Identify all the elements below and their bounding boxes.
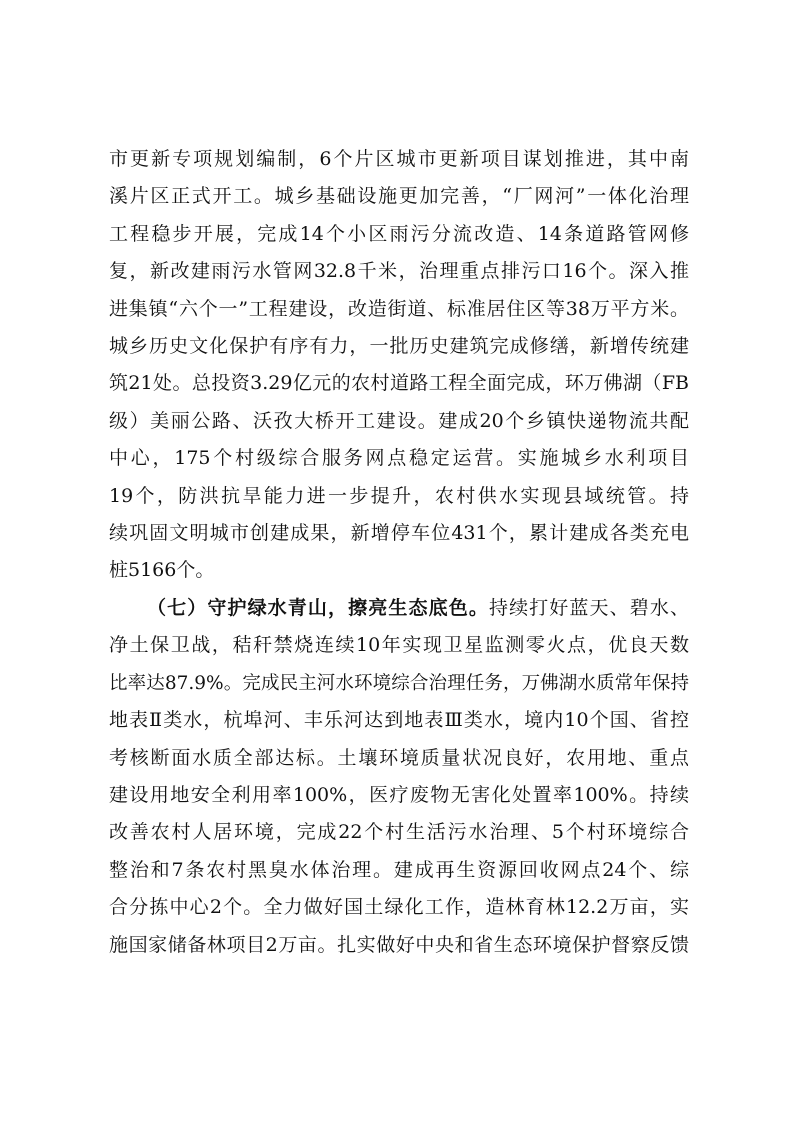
text-line: 进集镇“六个一”工程建设，改造街道、标准居住区等38万平方米。 bbox=[109, 297, 689, 320]
text-line: 比率达87.9%。完成民主河水环境综合治理任务，万佛湖水质常年保持 bbox=[109, 672, 689, 694]
section-heading-line bbox=[109, 590, 689, 627]
section-heading: （七）守护绿水青山，擦亮生态底色。 bbox=[147, 597, 489, 619]
text-line: 城乡历史文化保护有序有力，一批历史建筑完成修缮，新增传统建 bbox=[109, 334, 689, 357]
text-line: 级）美丽公路、沃孜大桥开工建设。建成20个乡镇快递物流共配 bbox=[109, 409, 689, 432]
text-line: 整治和7条农村黑臭水体治理。建成再生资源回收网点24个、综 bbox=[109, 858, 689, 881]
text-line: 溪片区正式开工。城乡基础设施更加完善，“厂网河”一体化治理 bbox=[109, 185, 689, 208]
text-line: 建设用地安全利用率100%，医疗废物无害化处置率100%。持续 bbox=[109, 783, 689, 806]
text-line: 市更新专项规划编制，6个片区城市更新项目谋划推进，其中南 bbox=[109, 148, 689, 170]
paragraph-ecology bbox=[109, 590, 689, 964]
text-line: 中心，175个村级综合服务网点稳定运营。实施城乡水利项目 bbox=[109, 447, 689, 470]
text-line: 考核断面水质全部达标。土壤环境质量状况良好，农用地、重点 bbox=[109, 746, 689, 769]
text-line: 筑21处。总投资3.29亿元的农村道路工程全面完成，环万佛湖（FB bbox=[109, 372, 689, 395]
text-line: 复，新改建雨污水管网32.8千米，治理重点排污口16个。深入推 bbox=[109, 260, 689, 283]
text-line: 19个，防洪抗旱能力进一步提升，农村供水实现县域统管。持 bbox=[109, 484, 689, 507]
text-line: 施国家储备林项目2万亩。扎实做好中央和省生态环境保护督察反馈 bbox=[109, 933, 689, 956]
text-line: 合分拣中心2个。全力做好国土绿化工作，造林育林12.2万亩，实 bbox=[109, 896, 689, 919]
paragraph-urban-renewal bbox=[109, 141, 689, 590]
text-line: 净土保卫战，秸秆禁烧连续10年实现卫星监测零火点，优良天数 bbox=[109, 634, 689, 657]
text-line: 续巩固文明城市创建成果，新增停车位431个，累计建成各类充电 bbox=[109, 521, 689, 544]
text-line: 改善农村人居环境，完成22个村生活污水治理、5个村环境综合 bbox=[109, 821, 689, 844]
text-fragment: 持续打好蓝天、碧水、 bbox=[488, 597, 689, 619]
text-line: 工程稳步开展，完成14个小区雨污分流改造、14条道路管网修 bbox=[109, 222, 689, 245]
text-line: 地表Ⅱ类水，杭埠河、丰乐河达到地表Ⅲ类水，境内10个国、省控 bbox=[109, 709, 689, 732]
text-line: 桩5166个。 bbox=[109, 559, 215, 582]
